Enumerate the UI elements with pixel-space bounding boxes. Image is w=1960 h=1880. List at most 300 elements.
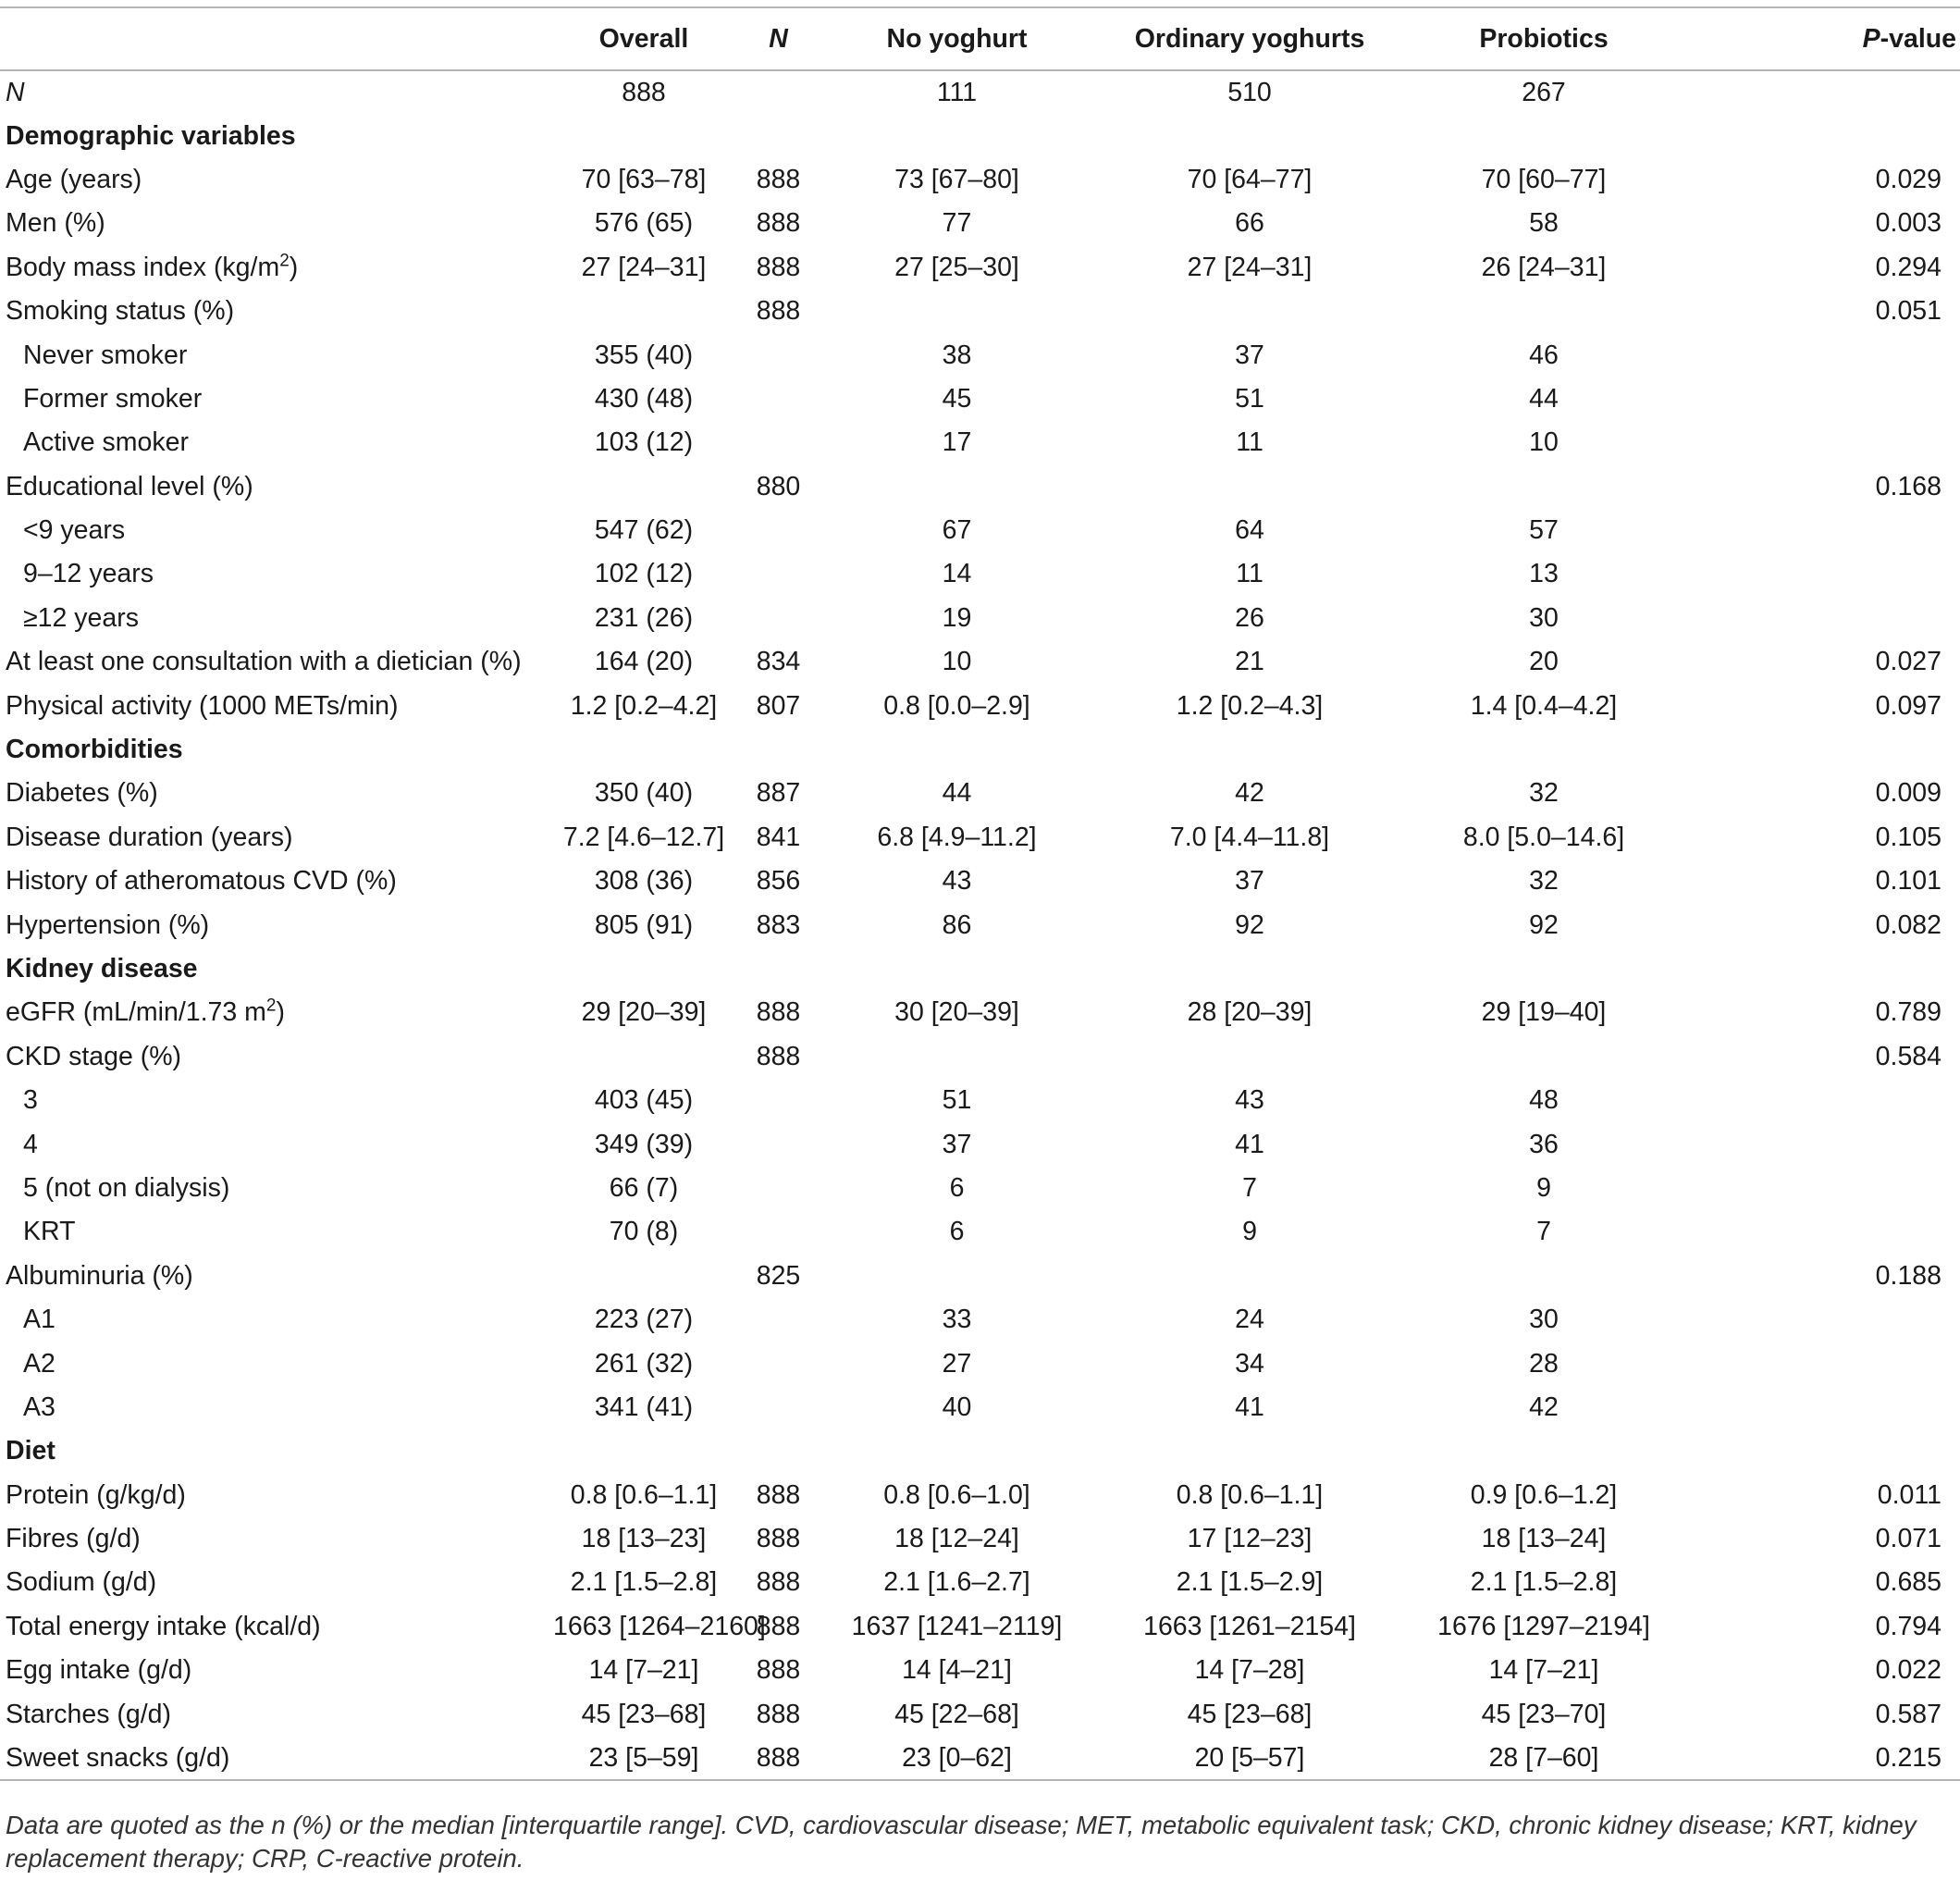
cell-ordinary-yoghurts: 1.2 [0.2–4.3] (1176, 690, 1324, 721)
row-label (0, 1079, 553, 1122)
cell-overall (553, 947, 734, 991)
cell-probiotics: 9 (1536, 1172, 1551, 1203)
cell-n: 834 (756, 647, 801, 677)
row-label-text: Hypertension (%) (6, 909, 210, 940)
cell-p-value (1680, 728, 1960, 772)
cell-probiotics: 36 (1529, 1129, 1559, 1159)
cell-no-yoghurt: 38 (942, 340, 972, 370)
cell-ordinary-yoghurts: 34 (1235, 1348, 1264, 1379)
row-label-text: Albuminuria (%) (6, 1260, 193, 1291)
row-label-text: ≥12 years (23, 602, 139, 633)
row-label (0, 903, 553, 946)
table-footnote: Data are quoted as the n (%) or the median [interquartile range]. CVD, cardiovascular disease; MET, metabolic equivalent task; CKD, chronic kidney disease; KRT, kidney replacement therapy; CRP, C-reactive protein. (6, 1811, 1917, 1873)
cell-probiotics: 26 [24–31] (1481, 252, 1607, 282)
cell-probiotics: 92 (1529, 909, 1559, 940)
cell-probiotics: 7 (1536, 1217, 1551, 1247)
cell-p-value (1680, 421, 1960, 464)
row-label (0, 1298, 553, 1342)
cell-ordinary-yoghurts: 7.0 [4.4–11.8] (1169, 822, 1330, 852)
cell-p-value: 0.027 (1875, 647, 1942, 677)
cell-probiotics: 10 (1529, 427, 1559, 458)
cell-n (734, 1079, 822, 1122)
row-label (0, 1386, 553, 1429)
header-ordinary-yoghurts: Ordinary yoghurts (1091, 7, 1408, 70)
cell-p-value (1680, 1122, 1960, 1166)
header-n-text: N (769, 23, 788, 54)
row-label (0, 377, 553, 421)
cell-n: 888 (734, 1737, 822, 1780)
cell-p-value: 0.168 (1875, 471, 1942, 501)
cell-n (734, 70, 822, 114)
cell-p-value (1680, 509, 1960, 552)
table-row (0, 1649, 1960, 1692)
row-label-text: A3 (23, 1391, 55, 1422)
row-label (0, 1561, 553, 1604)
cell-overall: 231 (26) (594, 602, 694, 633)
cell-probiotics: 1676 [1297–2194] (1437, 1611, 1650, 1641)
table-row (0, 1342, 1960, 1385)
cell-overall (553, 1429, 734, 1473)
table-row (0, 1298, 1960, 1342)
table-row (0, 640, 1960, 684)
row-label-text: Active smoker (23, 427, 189, 458)
cell-probiotics: 57 (1529, 515, 1559, 546)
cell-no-yoghurt (822, 465, 1091, 509)
cell-no-yoghurt: 73 [67–80] (894, 164, 1019, 194)
cell-overall (553, 1035, 734, 1079)
cell-overall: 805 (91) (594, 909, 694, 940)
cell-probiotics: 48 (1529, 1085, 1559, 1116)
cell-no-yoghurt: 6 (949, 1217, 965, 1247)
row-label-text: At least one consultation with a dietician (%) (6, 647, 522, 677)
row-label-text: Starches (g/d) (6, 1699, 171, 1729)
cell-n (734, 947, 822, 991)
cell-probiotics: 32 (1529, 866, 1559, 897)
cell-no-yoghurt: 6.8 [4.9–11.2] (877, 822, 1037, 852)
row-label-text: eGFR (mL/min/1.73 m (6, 997, 266, 1028)
table-row (0, 597, 1960, 640)
cell-p-value (1680, 552, 1960, 596)
row-label-text: Age (years) (6, 164, 142, 194)
cell-overall: 27 [24–31] (581, 252, 707, 282)
row-label-text: Never smoker (23, 340, 188, 370)
row-label-text: N (6, 77, 25, 107)
table-row (0, 903, 1960, 946)
cell-no-yoghurt: 27 (942, 1348, 972, 1379)
cell-p-value (1680, 333, 1960, 377)
row-label-text: Sodium (g/d) (6, 1567, 157, 1598)
cell-no-yoghurt: 17 (942, 427, 972, 458)
row-label-text: Kidney disease (6, 954, 198, 983)
table-row (0, 728, 1960, 772)
cell-no-yoghurt: 14 [4–21] (902, 1655, 1012, 1686)
row-label-text: A2 (23, 1348, 55, 1379)
cell-p-value: 0.022 (1875, 1655, 1942, 1686)
cell-probiotics: 18 [13–24] (1481, 1524, 1607, 1554)
cell-ordinary-yoghurts (1091, 114, 1408, 157)
cell-probiotics (1408, 947, 1680, 991)
cell-n (734, 1122, 822, 1166)
cell-no-yoghurt (822, 947, 1091, 991)
cell-p-value (1680, 1079, 1960, 1122)
cell-p-value: 0.011 (1877, 1479, 1942, 1510)
table-row (0, 1474, 1960, 1517)
cell-probiotics: 2.1 [1.5–2.8] (1470, 1567, 1618, 1598)
cell-overall: 1.2 [0.2–4.2] (570, 690, 718, 721)
row-label-text: Sweet snacks (g/d) (6, 1742, 230, 1773)
section-heading (0, 114, 553, 157)
cell-p-value (1680, 1298, 1960, 1342)
cell-n: 841 (756, 822, 801, 852)
cell-p-value: 0.029 (1875, 164, 1942, 194)
cell-probiotics: 1.4 [0.4–4.2] (1470, 690, 1618, 721)
cell-overall: 102 (12) (594, 559, 694, 589)
cell-n (734, 1386, 822, 1429)
cell-n (734, 421, 822, 464)
header-p-value (1680, 7, 1960, 70)
table-row (0, 333, 1960, 377)
cell-ordinary-yoghurts: 26 (1235, 602, 1264, 633)
table-row (0, 1561, 1960, 1604)
cell-p-value: 0.071 (1875, 1524, 1942, 1554)
cell-ordinary-yoghurts: 0.8 [0.6–1.1] (1176, 1479, 1324, 1510)
cell-n: 888 (756, 164, 801, 194)
cell-no-yoghurt (822, 290, 1091, 333)
row-label (0, 421, 553, 464)
table-row (0, 202, 1960, 245)
header-overall: Overall (553, 7, 734, 70)
cell-no-yoghurt: 2.1 [1.6–2.7] (883, 1567, 1030, 1598)
cell-n: 888 (756, 1524, 801, 1554)
table-row (0, 947, 1960, 991)
row-label-text: <9 years (23, 515, 126, 546)
cell-no-yoghurt: 86 (942, 909, 972, 940)
cell-n: 807 (756, 690, 801, 721)
table-row (0, 1605, 1960, 1649)
row-label-text: Men (%) (6, 208, 105, 239)
row-label-text: 5 (not on dialysis) (23, 1172, 230, 1203)
row-label (0, 1737, 553, 1780)
cell-no-yoghurt: 18 [12–24] (894, 1524, 1019, 1554)
cell-no-yoghurt (822, 114, 1091, 157)
row-label-text: CKD stage (%) (6, 1041, 182, 1071)
cell-ordinary-yoghurts (1091, 465, 1408, 509)
table-row (0, 684, 1960, 727)
cell-overall: 355 (40) (594, 340, 694, 370)
row-label-text: Educational level (%) (6, 471, 253, 501)
cell-p-value (1680, 1167, 1960, 1210)
cell-p-value: 0.789 (1875, 997, 1942, 1028)
cell-probiotics: 0.9 [0.6–1.2] (1470, 1479, 1618, 1510)
table-row (0, 1386, 1960, 1429)
cell-no-yoghurt: 67 (942, 515, 972, 546)
cell-n (734, 1210, 822, 1254)
cell-p-value (1680, 947, 1960, 991)
table-row (0, 1737, 1960, 1780)
table-row (0, 509, 1960, 552)
cell-p-value (1680, 114, 1960, 157)
cell-no-yoghurt: 33 (942, 1305, 972, 1335)
cell-no-yoghurt: 0.8 [0.0–2.9] (883, 690, 1030, 721)
cell-n (734, 1429, 822, 1473)
table-row (0, 552, 1960, 596)
cell-p-value: 0.215 (1680, 1737, 1960, 1780)
row-label-text: Protein (g/kg/d) (6, 1479, 186, 1510)
cell-overall: 70 (8) (609, 1217, 679, 1247)
cell-no-yoghurt: 14 (942, 559, 972, 589)
row-label (0, 772, 553, 815)
table-row (0, 1079, 1960, 1122)
cell-n: 888 (756, 1479, 801, 1510)
cell-n: 888 (756, 252, 801, 282)
cell-probiotics (1408, 290, 1680, 333)
row-label (0, 1210, 553, 1254)
cell-no-yoghurt (822, 1255, 1091, 1298)
cell-ordinary-yoghurts: 43 (1235, 1085, 1264, 1116)
row-label (0, 1167, 553, 1210)
cell-n: 888 (756, 1655, 801, 1686)
cell-no-yoghurt: 10 (942, 647, 972, 677)
cell-ordinary-yoghurts (1091, 1429, 1408, 1473)
row-label-text: A1 (23, 1305, 55, 1335)
cell-p-value: 0.097 (1875, 690, 1942, 721)
cell-n (734, 377, 822, 421)
table-row (0, 1035, 1960, 1079)
table-body (0, 70, 1960, 1780)
cell-ordinary-yoghurts: 70 [64–77] (1187, 164, 1313, 194)
cell-no-yoghurt: 44 (942, 778, 972, 809)
row-label (0, 509, 553, 552)
header-p-letter: P (1862, 23, 1880, 54)
cell-overall: 14 [7–21] (588, 1655, 699, 1686)
cell-probiotics: 46 (1529, 340, 1559, 370)
row-label (0, 1255, 553, 1298)
cell-overall: 1663 [1264–2160] (553, 1611, 766, 1641)
cell-overall: 223 (27) (594, 1305, 694, 1335)
row-label (0, 202, 553, 245)
cell-probiotics (1408, 114, 1680, 157)
cell-n: 888 (756, 208, 801, 239)
row-label (0, 684, 553, 727)
cell-ordinary-yoghurts: 510 (1227, 77, 1272, 107)
table-row (0, 860, 1960, 903)
cell-ordinary-yoghurts: 7 (1242, 1172, 1257, 1203)
cell-ordinary-yoghurts (1091, 947, 1408, 991)
cell-no-yoghurt: 23 [0–62] (822, 1737, 1091, 1780)
cell-overall: 888 (622, 77, 666, 107)
cell-ordinary-yoghurts: 2.1 [1.5–2.9] (1176, 1567, 1324, 1598)
row-label (0, 597, 553, 640)
cell-no-yoghurt: 0.8 [0.6–1.0] (883, 1479, 1030, 1510)
cell-ordinary-yoghurts: 14 [7–28] (1194, 1655, 1305, 1686)
row-label-text: Disease duration (years) (6, 822, 293, 852)
row-label-text: Total energy intake (kcal/d) (6, 1611, 321, 1641)
cell-no-yoghurt (822, 1429, 1091, 1473)
row-label (0, 465, 553, 509)
cell-ordinary-yoghurts: 1663 [1261–2154] (1143, 1611, 1356, 1641)
cell-p-value: 0.082 (1875, 909, 1942, 940)
table-row (0, 114, 1960, 157)
cell-ordinary-yoghurts: 9 (1242, 1217, 1257, 1247)
cell-p-value: 0.101 (1875, 866, 1942, 897)
table-row (0, 421, 1960, 464)
cell-probiotics (1408, 1255, 1680, 1298)
cell-ordinary-yoghurts: 92 (1235, 909, 1264, 940)
cell-overall (553, 728, 734, 772)
row-label-text: 3 (23, 1085, 38, 1116)
cell-n (734, 728, 822, 772)
table-row (0, 290, 1960, 333)
row-label-superscript: 2 (265, 996, 277, 1016)
row-label (0, 1517, 553, 1561)
row-label-superscript: 2 (279, 251, 290, 271)
cell-probiotics: 30 (1529, 1305, 1559, 1335)
cell-p-value: 0.294 (1875, 252, 1942, 282)
row-label (0, 1342, 553, 1385)
cell-overall: 164 (20) (594, 647, 694, 677)
row-label (0, 1649, 553, 1692)
cell-probiotics: 58 (1529, 208, 1559, 239)
cell-p-value: 0.051 (1875, 296, 1942, 327)
row-label-text: Body mass index (kg/m (6, 252, 280, 282)
cell-ordinary-yoghurts: 45 [23–68] (1187, 1699, 1313, 1729)
cell-probiotics: 30 (1529, 602, 1559, 633)
cell-n (734, 1342, 822, 1385)
cell-ordinary-yoghurts (1091, 728, 1408, 772)
cell-overall: 547 (62) (594, 515, 694, 546)
cell-overall: 23 [5–59] (553, 1737, 734, 1780)
cell-ordinary-yoghurts (1091, 1255, 1408, 1298)
table-row (0, 246, 1960, 290)
cell-n (734, 552, 822, 596)
table-row (0, 377, 1960, 421)
cell-ordinary-yoghurts: 17 [12–23] (1187, 1524, 1313, 1554)
cell-overall: 350 (40) (594, 778, 694, 809)
cell-ordinary-yoghurts: 64 (1235, 515, 1264, 546)
cell-ordinary-yoghurts: 27 [24–31] (1187, 252, 1313, 282)
cell-probiotics: 42 (1529, 1391, 1559, 1422)
row-label-text: Physical activity (1000 METs/min) (6, 690, 399, 721)
cell-overall: 7.2 [4.6–12.7] (562, 822, 725, 852)
cell-n: 888 (756, 1567, 801, 1598)
cell-probiotics: 29 [19–40] (1481, 997, 1607, 1028)
row-label-text: 9–12 years (23, 559, 154, 589)
cell-no-yoghurt: 51 (942, 1085, 972, 1116)
cell-n: 888 (756, 997, 801, 1028)
cell-p-value: 0.003 (1875, 208, 1942, 239)
cell-overall: 66 (7) (609, 1172, 679, 1203)
row-label-text: Egg intake (g/d) (6, 1655, 192, 1686)
cell-ordinary-yoghurts: 37 (1235, 866, 1264, 897)
cell-probiotics: 14 [7–21] (1488, 1655, 1599, 1686)
cell-overall: 2.1 [1.5–2.8] (570, 1567, 718, 1598)
table-row (0, 70, 1960, 114)
cell-p-value (1680, 1386, 1960, 1429)
cell-overall: 45 [23–68] (581, 1699, 707, 1729)
cell-no-yoghurt: 6 (949, 1172, 965, 1203)
cell-no-yoghurt (822, 1035, 1091, 1079)
row-label-text: Former smoker (23, 383, 203, 414)
cell-n: 888 (756, 1041, 801, 1071)
cell-n (734, 1167, 822, 1210)
header-no-yoghurt: No yoghurt (822, 7, 1091, 70)
cell-n: 888 (756, 296, 801, 327)
header-probiotics: Probiotics (1408, 7, 1680, 70)
section-heading (0, 947, 553, 991)
cell-ordinary-yoghurts: 41 (1235, 1129, 1264, 1159)
cell-overall (553, 290, 734, 333)
header-n (734, 7, 822, 70)
cell-overall: 403 (45) (594, 1085, 694, 1116)
cell-p-value (1680, 1429, 1960, 1473)
row-label (0, 333, 553, 377)
cell-probiotics (1408, 1429, 1680, 1473)
cell-n (734, 333, 822, 377)
cell-overall: 349 (39) (594, 1129, 694, 1159)
cell-overall (553, 1255, 734, 1298)
cell-no-yoghurt: 45 [22–68] (894, 1699, 1019, 1729)
section-heading (0, 728, 553, 772)
table-row (0, 991, 1960, 1034)
row-label (0, 552, 553, 596)
cell-probiotics: 28 [7–60] (1408, 1737, 1680, 1780)
cell-ordinary-yoghurts: 28 [20–39] (1187, 997, 1313, 1028)
cell-ordinary-yoghurts: 51 (1235, 383, 1264, 414)
table-row (0, 1692, 1960, 1736)
row-label (0, 70, 553, 114)
cell-ordinary-yoghurts: 41 (1235, 1391, 1264, 1422)
table-row (0, 1122, 1960, 1166)
cell-no-yoghurt: 30 [20–39] (894, 997, 1019, 1028)
table-row (0, 1167, 1960, 1210)
row-label (0, 290, 553, 333)
cell-p-value: 0.188 (1875, 1260, 1942, 1291)
row-label-text: Demographic variables (6, 120, 296, 151)
cell-p-value (1680, 597, 1960, 640)
cell-n: 888 (756, 1699, 801, 1729)
cell-n: 856 (756, 866, 801, 897)
cell-probiotics: 267 (1522, 77, 1566, 107)
cell-no-yoghurt: 1637 [1241–2119] (851, 1611, 1063, 1641)
row-label (0, 991, 553, 1034)
cell-p-value (1680, 1210, 1960, 1254)
cell-overall: 341 (41) (594, 1391, 694, 1422)
cell-p-value: 0.009 (1875, 778, 1942, 809)
cell-overall: 0.8 [0.6–1.1] (570, 1479, 718, 1510)
row-label-tail: ) (276, 997, 285, 1028)
table-row (0, 1429, 1960, 1473)
cell-n: 880 (756, 471, 801, 501)
cell-p-value (1680, 1342, 1960, 1385)
cell-ordinary-yoghurts: 21 (1235, 647, 1264, 677)
cell-probiotics: 13 (1529, 559, 1559, 589)
cell-overall: 103 (12) (594, 427, 694, 458)
row-label-text: History of atheromatous CVD (%) (6, 866, 397, 897)
table-row (0, 158, 1960, 202)
cell-n (734, 1298, 822, 1342)
cell-n (734, 597, 822, 640)
row-label (0, 1122, 553, 1166)
table-row (0, 816, 1960, 860)
row-label (0, 246, 553, 290)
cell-n (734, 509, 822, 552)
cell-probiotics: 8.0 [5.0–14.6] (1462, 822, 1625, 852)
row-label (0, 1692, 553, 1736)
cell-overall: 70 [63–78] (581, 164, 707, 194)
cell-no-yoghurt: 37 (942, 1129, 972, 1159)
section-heading (0, 1429, 553, 1473)
cell-n: 888 (756, 1611, 801, 1641)
